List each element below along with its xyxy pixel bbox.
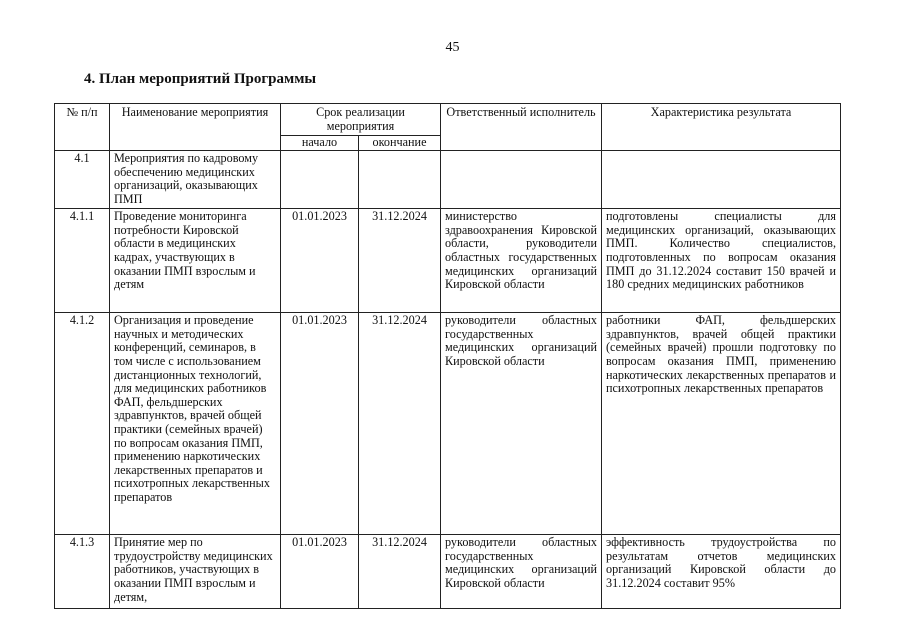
row-name: Принятие мер по трудоустройству медицинских работников, участвующих в оказании ПМП взрослым и детям, (110, 535, 281, 609)
row-result: эффективность трудоустройства по результатам отчетов медицинских организаций Кировской области до 31.12.2024 составит 95% (602, 535, 841, 609)
header-end: окончание (359, 136, 441, 151)
row-num: 4.1.1 (55, 209, 110, 313)
row-num: 4.1.2 (55, 313, 110, 535)
row-responsible: руководители областных государственных медицинских организаций Кировской области (441, 535, 602, 609)
row-start (281, 151, 359, 209)
table-row (55, 313, 841, 535)
row-result: подготовлены специалисты для медицинских организаций, оказывающих ПМП. Количество специалистов, подготовленных по вопросам оказания ПМП до 31.12.2024 составит 150 врачей и 180 средних медицинских работников (602, 209, 841, 313)
row-end: 31.12.2024 (359, 535, 441, 609)
table-row (55, 209, 841, 313)
row-result: работники ФАП, фельдшерских здравпунктов, врачей общей практики (семейных врачей) прошли подготовку по вопросам оказания ПМП, применению наркотических лекарственных препаратов и психотропных лекарственных препаратов (602, 313, 841, 535)
header-start: начало (281, 136, 359, 151)
header-result: Характеристика результата (602, 104, 841, 151)
header-name: Наименование мероприятия (110, 104, 281, 151)
table-row (55, 535, 841, 609)
row-responsible: министерство здравоохранения Кировской области, руководители областных государственных медицинских организаций Кировской области (441, 209, 602, 313)
row-name: Проведение мониторинга потребности Кировской области в медицинских кадрах, участвующих в оказании ПМП взрослым и детям (110, 209, 281, 313)
row-result (602, 151, 841, 209)
table-row (55, 151, 841, 209)
row-num: 4.1 (55, 151, 110, 209)
header-term: Срок реализации мероприятия (281, 104, 441, 136)
table-header (55, 104, 841, 151)
row-start: 01.01.2023 (281, 535, 359, 609)
row-responsible: руководители областных государственных медицинских организаций Кировской области (441, 313, 602, 535)
row-start: 01.01.2023 (281, 313, 359, 535)
row-end: 31.12.2024 (359, 313, 441, 535)
plan-table (54, 103, 841, 609)
page-number: 45 (445, 40, 460, 55)
row-name: Мероприятия по кадровому обеспечению медицинских организаций, оказывающих ПМП (110, 151, 281, 209)
header-responsible: Ответственный исполнитель (441, 104, 602, 151)
row-num: 4.1.3 (55, 535, 110, 609)
row-start: 01.01.2023 (281, 209, 359, 313)
section-heading: 4. План мероприятий Программы (84, 71, 317, 87)
header-num: № п/п (55, 104, 110, 151)
row-responsible (441, 151, 602, 209)
row-name: Организация и проведение научных и методических конференций, семинаров, в том числе с использованием дистанционных технологий, для медицинских работников ФАП, фельдшерских здравпунктов, врачей общей практики (семейных врачей) по вопросам оказания ПМП, применению наркотических лекарственных препаратов и психотропных лекарственных препаратов (110, 313, 281, 535)
row-end (359, 151, 441, 209)
row-end: 31.12.2024 (359, 209, 441, 313)
